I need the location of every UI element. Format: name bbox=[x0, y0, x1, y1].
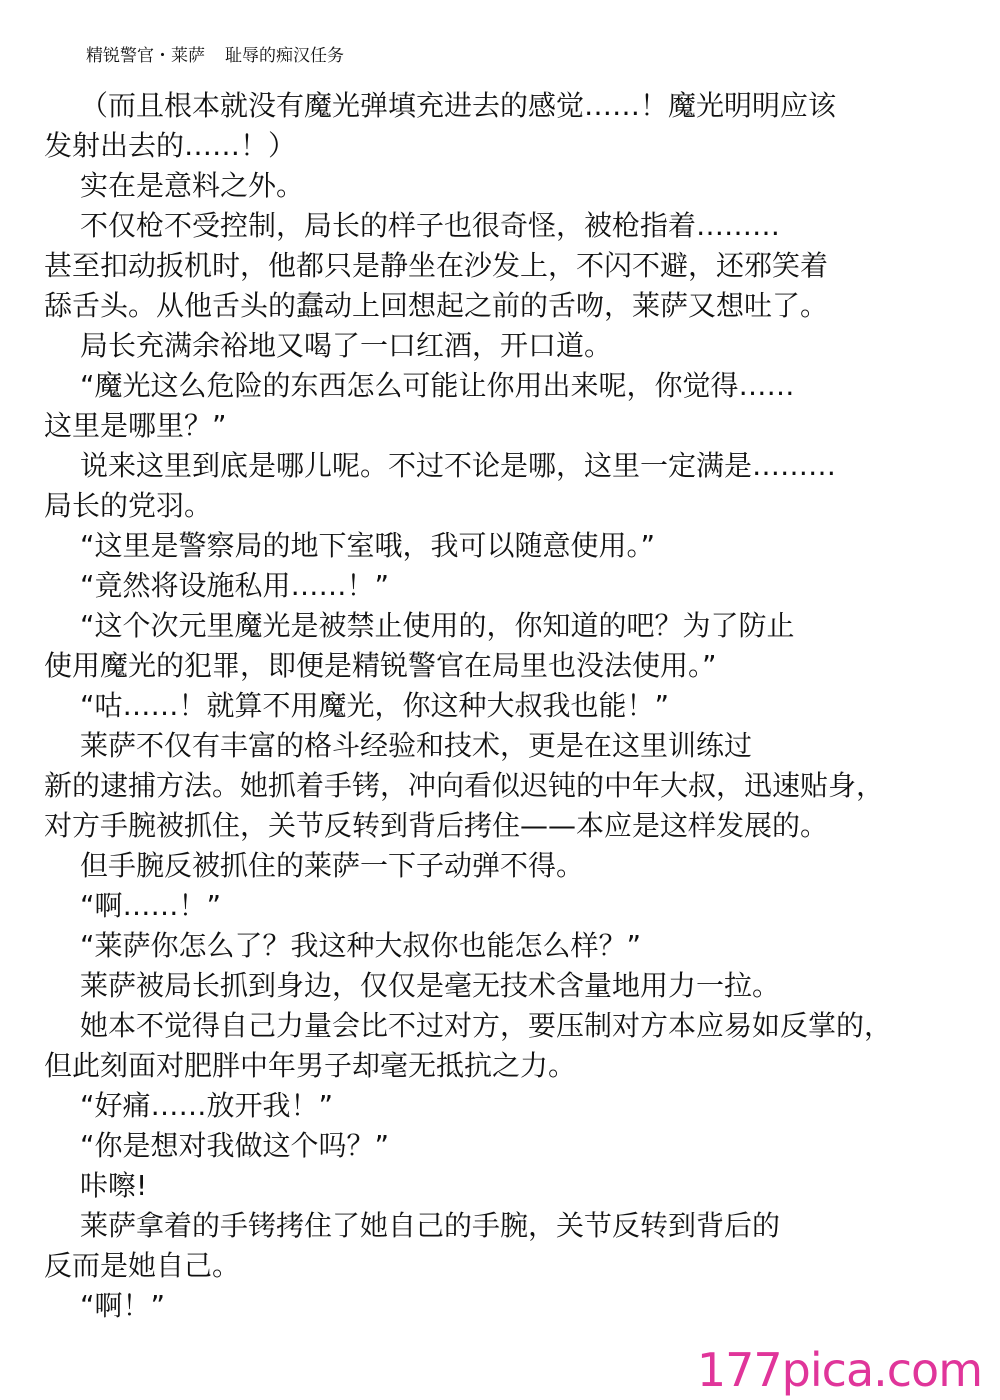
text-line: “你是想对我做这个吗？” bbox=[80, 1129, 390, 1162]
text-line: 新的逮捕方法。她抓着手铐，冲向看似迟钝的中年大叔，迅速贴身， bbox=[44, 769, 885, 802]
text-line: “啊……！” bbox=[80, 889, 222, 922]
text-line: 这里是哪里？” bbox=[44, 409, 227, 442]
text-line: “竟然将设施私用……！” bbox=[80, 569, 390, 602]
text-line: “好痛……放开我！” bbox=[80, 1089, 334, 1122]
body-text bbox=[44, 86, 994, 1326]
text-line: 局长充满余裕地又喝了一口红酒，开口道。 bbox=[80, 329, 613, 362]
text-line: 莱萨拿着的手铐拷住了她自己的手腕，关节反转到背后的 bbox=[80, 1209, 781, 1242]
text-line: 莱萨不仅有丰富的格斗经验和技术，更是在这里训练过 bbox=[80, 729, 753, 762]
text-line: 甚至扣动扳机时，他都只是静坐在沙发上，不闪不避，还邪笑着 bbox=[44, 249, 829, 282]
text-line: 说来这里到底是哪儿呢。不过不论是哪，这里一定满是……… bbox=[80, 449, 837, 482]
text-line: 不仅枪不受控制，局长的样子也很奇怪，被枪指着……… bbox=[80, 209, 781, 242]
text-line: 她本不觉得自己力量会比不过对方，要压制对方本应易如反掌的， bbox=[80, 1009, 893, 1042]
text-line: 实在是意料之外。 bbox=[80, 169, 305, 202]
text-line: 但手腕反被抓住的莱萨一下子动弹不得。 bbox=[80, 849, 585, 882]
text-line: “这个次元里魔光是被禁止使用的，你知道的吧？为了防止 bbox=[80, 609, 795, 642]
text-line: 局长的党羽。 bbox=[44, 489, 213, 522]
text-line: “莱萨你怎么了？我这种大叔你也能怎么样？” bbox=[80, 929, 642, 962]
text-line: “这里是警察局的地下室哦，我可以随意使用。” bbox=[80, 529, 656, 562]
text-line: “啊！” bbox=[80, 1289, 166, 1322]
text-line: 对方手腕被抓住，关节反转到背后拷住——本应是这样发展的。 bbox=[44, 809, 829, 842]
text-line: “魔光这么危险的东西怎么可能让你用出来呢，你觉得…… bbox=[80, 369, 795, 402]
book-title: 精锐警官・莱萨 bbox=[86, 46, 205, 66]
text-line: 使用魔光的犯罪，即便是精锐警官在局里也没法使用。” bbox=[44, 649, 717, 682]
page-header bbox=[86, 44, 344, 68]
text-line: 咔嚓! bbox=[80, 1169, 148, 1202]
text-line: 舔舌头。从他舌头的蠢动上回想起之前的舌吻，莱萨又想吐了。 bbox=[44, 289, 829, 322]
text-line: “咕……！就算不用魔光，你这种大叔我也能！” bbox=[80, 689, 670, 722]
chapter-title: 耻辱的痴汉任务 bbox=[225, 46, 344, 66]
text-line: 反而是她自己。 bbox=[44, 1249, 241, 1282]
text-line: 发射出去的……！） bbox=[44, 129, 297, 162]
text-line: 但此刻面对肥胖中年男子却毫无抵抗之力。 bbox=[44, 1049, 577, 1082]
text-line: （而且根本就没有魔光弹填充进去的感觉……！魔光明明应该 bbox=[80, 89, 837, 122]
text-line: 莱萨被局长抓到身边，仅仅是毫无技术含量地用力一拉。 bbox=[80, 969, 781, 1002]
site-watermark: 177pica.com bbox=[696, 1343, 982, 1397]
